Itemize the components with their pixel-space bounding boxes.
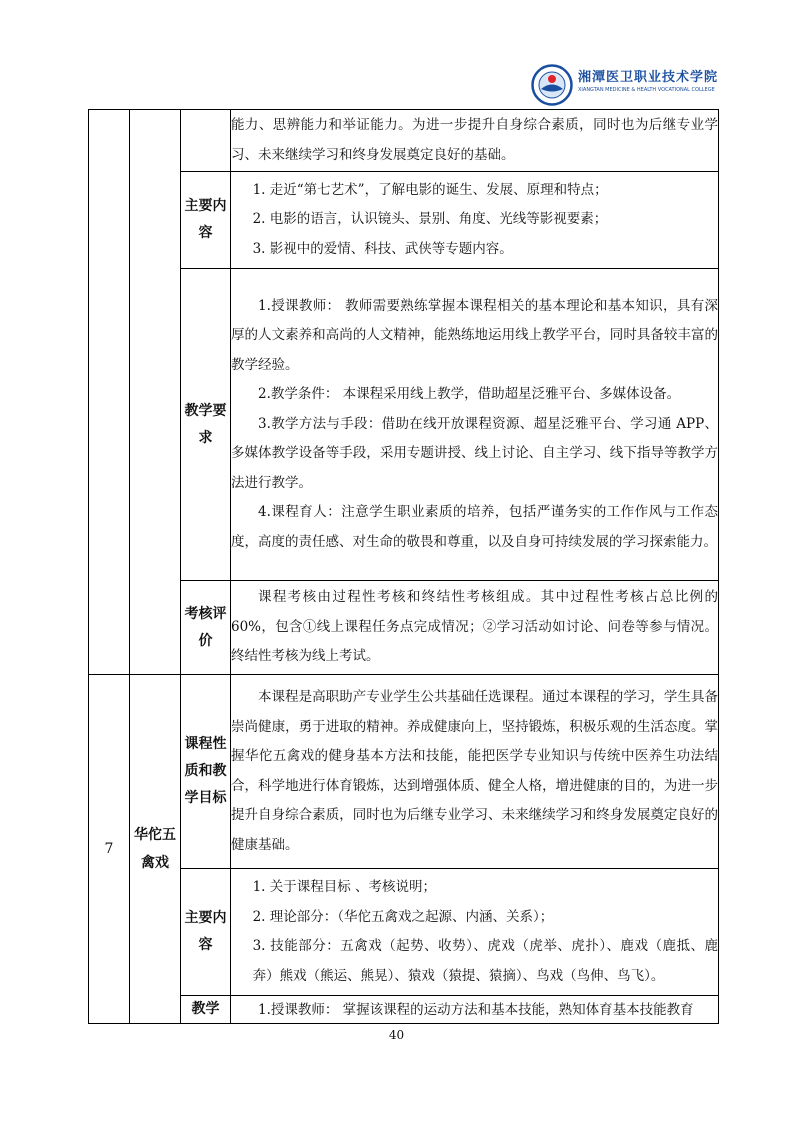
content-cell xyxy=(231,110,719,172)
main-content-label: 主要内容 xyxy=(181,869,231,996)
course-number: 7 xyxy=(89,675,130,1024)
teaching-req-label: 教学 xyxy=(181,996,231,1024)
table-row xyxy=(89,172,719,269)
list-item: 3. 技能部分：五禽戏（起势、收势）、虎戏（虎举、虎扑）、鹿戏（鹿抵、鹿奔）熊戏（熊运、熊晃）、猿戏（猿提、猿摘）、鸟戏（鸟伸、鸟飞）。 xyxy=(252,938,718,984)
college-emblem-icon xyxy=(531,64,573,106)
paragraph: 1.授课教师： 掌握该课程的运动方法和基本技能，熟知体育基本技能教育 xyxy=(258,1001,694,1018)
paragraph: 1.授课教师： 教师需要熟练掌握本课程相关的基本理论和基本知识，具有深厚的人文素养和高尚的人文精神，能熟练地运用线上教学平台，同时具备较丰富的教学经验。 xyxy=(231,297,718,373)
course-number-cell xyxy=(89,110,130,675)
goal-text-continued: 能力、思辨能力和举证能力。为进一步提升自身综合素质，同时也为后继专业学习、未来继续学习和终身发展奠定良好的基础。 xyxy=(231,117,718,163)
table-row xyxy=(89,581,719,675)
list-item: 2. 理论部分：（华佗五禽戏之起源、内涵、关系）； xyxy=(252,908,554,925)
paragraph: 本课程是高职助产专业学生公共基础任选课程。通过本课程的学习，学生具备崇尚健康，勇于进取的精神。养成健康向上，坚持锻炼，积极乐观的生活态度。掌握华佗五禽戏的健身基本方法和技能，能把医学专业知识与传统中医养生功法结合，科学地进行体育锻炼，达到增强体质、健全人格，增进健康的目的，为进一步提升自身综合素质，同时也为后继专业学习、未来继续学习和终身发展奠定良好的健康基础。 xyxy=(231,689,718,853)
main-content-cell xyxy=(231,172,719,269)
college-name-cn: 湘潭医卫职业技术学院 xyxy=(578,70,719,85)
page-number: 40 xyxy=(388,1028,405,1042)
paragraph: 4.课程育人：注意学生职业素质的培养，包括严谨务实的工作作风与工作态度，高度的责任感、对生命的敬畏和尊重，以及自身可持续发展的学习探索能力。 xyxy=(231,504,718,550)
list-item: 1. 关于课程目标 、考核说明； xyxy=(252,879,437,895)
table-row xyxy=(89,996,719,1024)
main-content-cell xyxy=(231,869,719,996)
table-row xyxy=(89,110,719,172)
assessment-label: 考核评价 xyxy=(181,581,231,675)
teaching-req-cell xyxy=(231,996,719,1024)
course-name: 华佗五禽戏 xyxy=(130,675,181,1024)
table-row xyxy=(89,269,719,581)
assessment-cell xyxy=(231,581,719,675)
table-row xyxy=(89,675,719,869)
college-name-en: XIANGTAN MEDICINE & HEALTH VOCATIONAL COLLEGE xyxy=(578,87,715,93)
table-row xyxy=(89,869,719,996)
paragraph: 2.教学条件： 本课程采用线上教学，借助超星泛雅平台、多媒体设备。 xyxy=(258,386,681,403)
paragraph: 课程考核由过程性考核和终结性考核组成。其中过程性考核占总比例的 60%，包含①线上课程任务点完成情况；②学习活动如讨论、问卷等参与情况。终结性考核为线上考试。 xyxy=(231,589,718,665)
list-item: 1. 走近“第七艺术”，了解电影的诞生、发展、原理和特点； xyxy=(252,181,608,198)
course-nature-label: 课程性质和教学目标 xyxy=(181,675,231,869)
teaching-req-cell xyxy=(231,269,719,581)
list-item: 2. 电影的语言，认识镜头、景别、角度、光线等影视要素； xyxy=(252,211,608,228)
college-logo xyxy=(531,62,753,110)
list-item: 3. 影视中的爱情、科技、武侠等专题内容。 xyxy=(252,240,513,257)
main-content-label: 主要内容 xyxy=(181,172,231,269)
course-name-cell xyxy=(130,110,181,675)
teaching-req-label: 教学要求 xyxy=(181,269,231,581)
course-nature-cell xyxy=(231,675,719,869)
course-table xyxy=(88,109,719,1024)
label-cell xyxy=(181,110,231,172)
paragraph: 3.教学方法与手段：借助在线开放课程资源、超星泛雅平台、学习通 APP、多媒体教学设备等手段，采用专题讲授、线上讨论、自主学习、线下指导等教学方法进行教学。 xyxy=(231,415,718,491)
